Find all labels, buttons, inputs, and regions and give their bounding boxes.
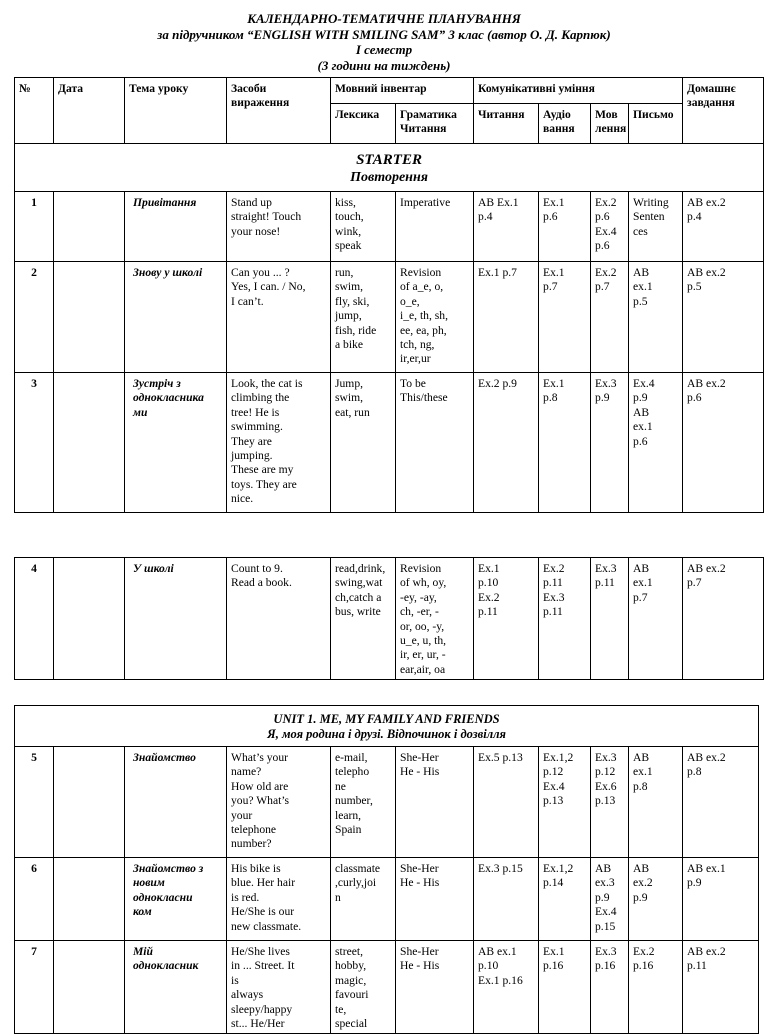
row-writing: Ex.4 p.9 AB ex.1 p.6 bbox=[629, 373, 683, 513]
row-date bbox=[54, 858, 125, 941]
row-listening: Ex.1 p.8 bbox=[539, 373, 591, 513]
row-grammar: She-Her He - His bbox=[396, 941, 474, 1034]
row-homework: AB ex.1 p.9 bbox=[683, 858, 759, 941]
plan-table-2 bbox=[14, 557, 764, 680]
row-listening: Ex.2 p.11 Ex.3 p.11 bbox=[539, 558, 591, 680]
starter-title: STARTER bbox=[356, 152, 422, 168]
row-vocab: Jump, swim, eat, run bbox=[331, 373, 396, 513]
row-reading: Ex.3 p.15 bbox=[474, 858, 539, 941]
doc-title: КАЛЕНДАРНО-ТЕМАТИЧНЕ ПЛАНУВАННЯ bbox=[247, 11, 521, 26]
doc-hours: (3 години на тиждень) bbox=[317, 57, 451, 73]
col-comm-header: Комунікативні уміння bbox=[474, 78, 683, 104]
row-speaking: Ex.3 p.11 bbox=[591, 558, 629, 680]
row-writing: Ex.2 p.16 bbox=[629, 941, 683, 1034]
row-homework: AB ex.2 p.7 bbox=[683, 558, 764, 680]
row-date bbox=[54, 192, 125, 262]
row-date bbox=[54, 747, 125, 858]
row-date bbox=[54, 941, 125, 1034]
row-vocab: classmate ,curly,joi n bbox=[331, 858, 396, 941]
row-speaking: Ex.2 p.7 bbox=[591, 262, 629, 373]
table-row bbox=[15, 941, 759, 1034]
row-vocab: street, hobby, magic, favouri te, special bbox=[331, 941, 396, 1034]
row-grammar: She-Her He - His bbox=[396, 858, 474, 941]
row-grammar: To be This/these bbox=[396, 373, 474, 513]
table-row bbox=[15, 262, 764, 373]
row-num: 3 bbox=[15, 373, 54, 513]
table-row bbox=[15, 858, 759, 941]
row-num: 5 bbox=[15, 747, 54, 858]
row-grammar: Revision of wh, oy, -ey, -ay, ch, -er, - or, oo, -y, u_e, u, th, ir, er, ur, - ear,air, oa bbox=[396, 558, 474, 680]
unit1-section-row bbox=[15, 706, 759, 747]
row-means: Stand up straight! Touch your nose! bbox=[227, 192, 331, 262]
row-writing: AB ex.2 p.9 bbox=[629, 858, 683, 941]
unit1-section bbox=[15, 706, 759, 747]
row-means: His bike is blue. Her hair is red. He/She is our new classmate. bbox=[227, 858, 331, 941]
table-row bbox=[15, 747, 759, 858]
row-speaking: Ex.2 p.6 Ex.4 p.6 bbox=[591, 192, 629, 262]
row-reading: AB Ex.1 p.4 bbox=[474, 192, 539, 262]
row-writing: AB ex.1 p.8 bbox=[629, 747, 683, 858]
document-header bbox=[0, 11, 768, 73]
row-writing: AB ex.1 p.5 bbox=[629, 262, 683, 373]
row-topic: Зустріч з однокласника ми bbox=[125, 373, 227, 513]
col-language-header: Мовний інвентар bbox=[331, 78, 474, 104]
row-reading: Ex.2 p.9 bbox=[474, 373, 539, 513]
row-topic: Мій однокласник bbox=[125, 941, 227, 1034]
row-vocab: kiss, touch, wink, speak bbox=[331, 192, 396, 262]
row-homework: AB ex.2 p.8 bbox=[683, 747, 759, 858]
row-topic: Знайомство з новим однокласни ком bbox=[125, 858, 227, 941]
row-topic: Знайомство bbox=[125, 747, 227, 858]
col-topic-header: Тема уроку bbox=[125, 78, 227, 144]
col-writing-header: Письмо bbox=[629, 104, 683, 144]
col-grammar-header: Граматика Читання bbox=[396, 104, 474, 144]
row-date bbox=[54, 373, 125, 513]
row-topic: Привітання bbox=[125, 192, 227, 262]
row-writing: Writing Senten ces bbox=[629, 192, 683, 262]
row-reading: AB ex.1 p.10 Ex.1 p.16 bbox=[474, 941, 539, 1034]
row-means: Count to 9. Read a book. bbox=[227, 558, 331, 680]
row-listening: Ex.1 p.16 bbox=[539, 941, 591, 1034]
header-row bbox=[15, 78, 764, 104]
row-homework: AB ex.2 p.6 bbox=[683, 373, 764, 513]
row-means: He/She lives in ... Street. It is always sleepy/happy st... He/Her bbox=[227, 941, 331, 1034]
row-reading: Ex.5 p.13 bbox=[474, 747, 539, 858]
row-reading: Ex.1 p.10 Ex.2 p.11 bbox=[474, 558, 539, 680]
row-vocab: run, swim, fly, ski, jump, fish, ride a bike bbox=[331, 262, 396, 373]
row-means: Can you ... ? Yes, I can. / No, I can’t. bbox=[227, 262, 331, 373]
row-num: 2 bbox=[15, 262, 54, 373]
unit1-subtitle: Я, моя родина і друзі. Відпочинок і дозвілля bbox=[267, 727, 506, 741]
row-grammar: Imperative bbox=[396, 192, 474, 262]
col-speaking-header: Мов лення bbox=[591, 104, 629, 144]
row-speaking: Ex.3 p.16 bbox=[591, 941, 629, 1034]
col-homework-header: Домашнє завдання bbox=[683, 78, 764, 144]
plan-table-3 bbox=[14, 705, 759, 1034]
row-homework: AB ex.2 p.5 bbox=[683, 262, 764, 373]
row-topic: Знову у школі bbox=[125, 262, 227, 373]
row-listening: Ex.1 p.6 bbox=[539, 192, 591, 262]
row-homework: AB ex.2 p.4 bbox=[683, 192, 764, 262]
doc-semester: I семестр bbox=[355, 42, 413, 57]
table-row bbox=[15, 373, 764, 513]
row-reading: Ex.1 p.7 bbox=[474, 262, 539, 373]
row-listening: Ex.1 p.7 bbox=[539, 262, 591, 373]
row-speaking: Ex.3 p.12 Ex.6 p.13 bbox=[591, 747, 629, 858]
doc-subtitle: за підручником “ENGLISH WITH SMILING SAM” 3 клас (автор О. Д. Карпюк) bbox=[157, 26, 611, 42]
row-vocab: read,drink, swing,wat ch,catch a bus, write bbox=[331, 558, 396, 680]
row-listening: Ex.1,2 p.14 bbox=[539, 858, 591, 941]
starter-section-row bbox=[15, 144, 764, 192]
unit1-title: UNIT 1. ME, MY FAMILY AND FRIENDS bbox=[273, 712, 500, 726]
row-date bbox=[54, 558, 125, 680]
row-means: What’s your name? How old are you? What’s your telephone number? bbox=[227, 747, 331, 858]
col-num-header: № bbox=[15, 78, 54, 144]
row-speaking: Ex.3 p.9 bbox=[591, 373, 629, 513]
row-num: 1 bbox=[15, 192, 54, 262]
row-writing: AB ex.1 p.7 bbox=[629, 558, 683, 680]
col-date-header: Дата bbox=[54, 78, 125, 144]
row-speaking: AB ex.3 p.9 Ex.4 p.15 bbox=[591, 858, 629, 941]
row-date bbox=[54, 262, 125, 373]
row-grammar: She-Her He - His bbox=[396, 747, 474, 858]
row-grammar: Revision of a_e, o, o_e, i_e, th, sh, ee, ea, ph, tch, ng, ir,er,ur bbox=[396, 262, 474, 373]
row-vocab: e-mail, telepho ne number, learn, Spain bbox=[331, 747, 396, 858]
row-homework: AB ex.2 p.11 bbox=[683, 941, 759, 1034]
plan-table-1 bbox=[14, 77, 764, 513]
row-num: 7 bbox=[15, 941, 54, 1034]
row-listening: Ex.1,2 p.12 Ex.4 p.13 bbox=[539, 747, 591, 858]
row-topic: У школі bbox=[125, 558, 227, 680]
col-reading-header: Читання bbox=[474, 104, 539, 144]
col-listening-header: Аудіо вання bbox=[539, 104, 591, 144]
col-vocab-header: Лексика bbox=[331, 104, 396, 144]
starter-subtitle: Повторення bbox=[350, 170, 428, 185]
starter-section bbox=[15, 144, 764, 192]
row-num: 6 bbox=[15, 858, 54, 941]
table-row bbox=[15, 192, 764, 262]
table-row bbox=[15, 558, 764, 680]
row-means: Look, the cat is climbing the tree! He is swimming. They are jumping. These are my toys. They are nice. bbox=[227, 373, 331, 513]
col-means-header: Засоби вираження bbox=[227, 78, 331, 144]
row-num: 4 bbox=[15, 558, 54, 680]
